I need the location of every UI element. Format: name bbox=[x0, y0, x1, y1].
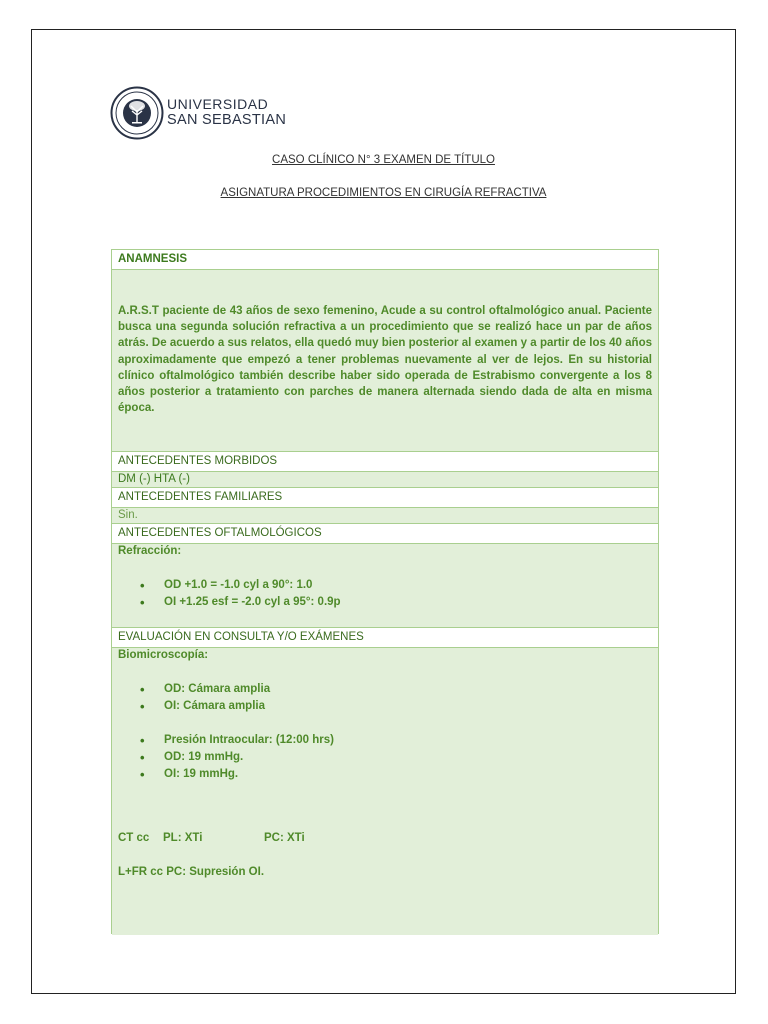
anamnesis-cell bbox=[112, 270, 658, 452]
worth-test-result: L+FR cc PC: Supresión OI. bbox=[118, 866, 265, 878]
document-title: CASO CLÍNICO N° 3 EXAMEN DE TÍTULO bbox=[272, 154, 495, 166]
university-seal-icon bbox=[110, 86, 164, 140]
morbid-history-cell bbox=[112, 472, 658, 488]
anamnesis-header: ANAMNESIS bbox=[112, 250, 658, 270]
ophthalmic-history-cell bbox=[112, 544, 658, 628]
clinical-case-table bbox=[111, 249, 659, 934]
list-item: • OI +1.25 esf = -2.0 cyl a 95°: 0.9p bbox=[140, 594, 341, 611]
evaluation-header: EVALUACIÓN EN CONSULTA Y/O EXÁMENES bbox=[112, 628, 658, 648]
cover-test-label: CT cc bbox=[118, 832, 150, 844]
list-item: • OD: Cámara amplia bbox=[140, 681, 270, 698]
list-item: • OD: 19 mmHg. bbox=[140, 749, 334, 766]
university-name-line2: SAN SEBASTIAN bbox=[167, 112, 287, 128]
list-item: • OI: Cámara amplia bbox=[140, 698, 270, 715]
ophthalmic-history-header: ANTECEDENTES OFTALMOLÓGICOS bbox=[112, 524, 658, 544]
family-history-header: ANTECEDENTES FAMILIARES bbox=[112, 488, 658, 508]
intraocular-pressure-list bbox=[140, 732, 334, 783]
refraction-list bbox=[140, 577, 341, 611]
refraction-label: Refracción: bbox=[118, 545, 182, 557]
morbid-history-value: DM (-) HTA (-) bbox=[118, 473, 190, 485]
biomicroscopy-label: Biomicroscopía: bbox=[118, 649, 209, 661]
list-item: • OD +1.0 = -1.0 cyl a 90°: 1.0 bbox=[140, 577, 341, 594]
morbid-history-header: ANTECEDENTES MORBIDOS bbox=[112, 452, 658, 472]
university-name-line1: UNIVERSIDAD bbox=[167, 96, 269, 112]
list-item: • OI: 19 mmHg. bbox=[140, 766, 334, 783]
subject-title: ASIGNATURA PROCEDIMIENTOS EN CIRUGÍA REFRACTIVA bbox=[220, 187, 547, 199]
document-page bbox=[31, 29, 736, 994]
anamnesis-text: A.R.S.T paciente de 43 años de sexo femenino, Acude a su control oftalmológico anual. Paciente busca una segunda solución refractiva a un procedimiento que se realizó hace un par de años atrás. De acuerdo a sus relatos, ella quedó muy bien posterior al examen y a partir de los 40 años aproximadamente que empezó a tener problemas nuevamente al ver de lejos. En su historial clínico oftalmológico también describe haber sido operada de Estrabismo convergente a los 8 años posterior a tratamiento con parches de manera alternada siendo dada de alta en misma época. bbox=[118, 305, 652, 415]
family-history-value: Sin. bbox=[118, 509, 138, 521]
biomicroscopy-list bbox=[140, 681, 270, 715]
cover-test-far: PL: XTi bbox=[163, 832, 203, 844]
family-history-cell bbox=[112, 508, 658, 524]
list-item: • Presión Intraocular: (12:00 hrs) bbox=[140, 732, 334, 749]
university-logo bbox=[110, 86, 310, 142]
university-name bbox=[167, 97, 286, 128]
evaluation-cell bbox=[112, 648, 658, 935]
cover-test-near: PC: XTi bbox=[264, 832, 305, 844]
